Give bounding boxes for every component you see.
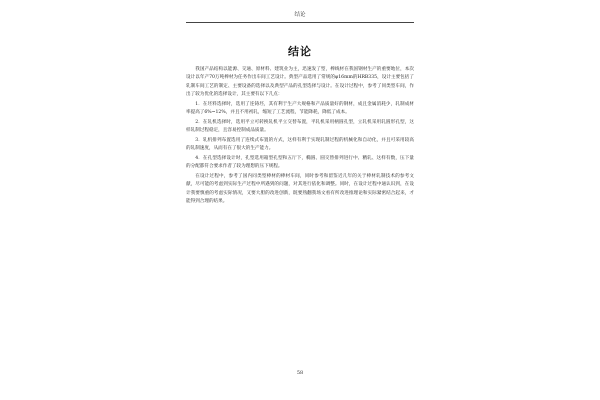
page-number: 58	[296, 370, 304, 376]
running-header: 结论	[186, 10, 414, 23]
body-text	[186, 66, 414, 208]
paragraph: 2．在轧机选择时，选用平立可转换轧机平立交替布置，平轧机采用柄圆孔型，立轧机采用轧圆形孔型，这样轧制过程稳定，且容易控制成品质量。	[186, 119, 414, 134]
section-title: 结论	[288, 45, 312, 58]
paragraph: 我国产品结构以能源、交通、原材料、建筑业为主，迅速发了型，棒线材在我国钢材生产的重要地位，本次设计以年产70万吨棒材为任务作出车间工艺设计。典型产品选用了常规的φ16mm的HRB335，设计主要包括了轧制车间工艺的制定、主要设备的选择以及典型产品的孔型选择与设计。在设计过程中，参考了同类型车间，作出了较为优化的选择设计，其主要有以下几点：	[186, 67, 414, 98]
paragraph: 在设计过程中，参考了国内同类型棒材的棒材车间，同时参考和留鉴近几年的关于棒材轧制技术的参考文献，尽可能的考虑到实际生产过程中所遇到的问题，对其进行依化和调整。同时，在设计过程中通认识到，在设计我要慎重的考虑实际情况，又要大胆的改进创新，既要熟翻我场文看有所改进推理论和实际紧密结合起来，才能得到合理的结果。	[186, 173, 414, 205]
paragraph: 1．在坯料选择时，选用了连铸坯，其有利于生产大规格和产品质量好的钢材，成且金属消耗少，轧制成材率提高了6%~12%，并且不用初轧，缩短了工艺流程，节能降耗，降低了成本。	[186, 101, 414, 116]
paragraph: 4．在孔型选择设计时，孔型选用箱型孔型和五厅下，椭圆、圆交替排列进行中、精轧、这样有数，压下量的分配都符合要求作者了较为理想的压下规程。	[186, 155, 414, 170]
paragraph: 3．轧机排列布置选用了连续式布置的方式，这样有利于实现轧制过程的机械化和自动化，并且可采用较高的轧制速度，从而有在了很大的生产能力。	[186, 137, 414, 152]
